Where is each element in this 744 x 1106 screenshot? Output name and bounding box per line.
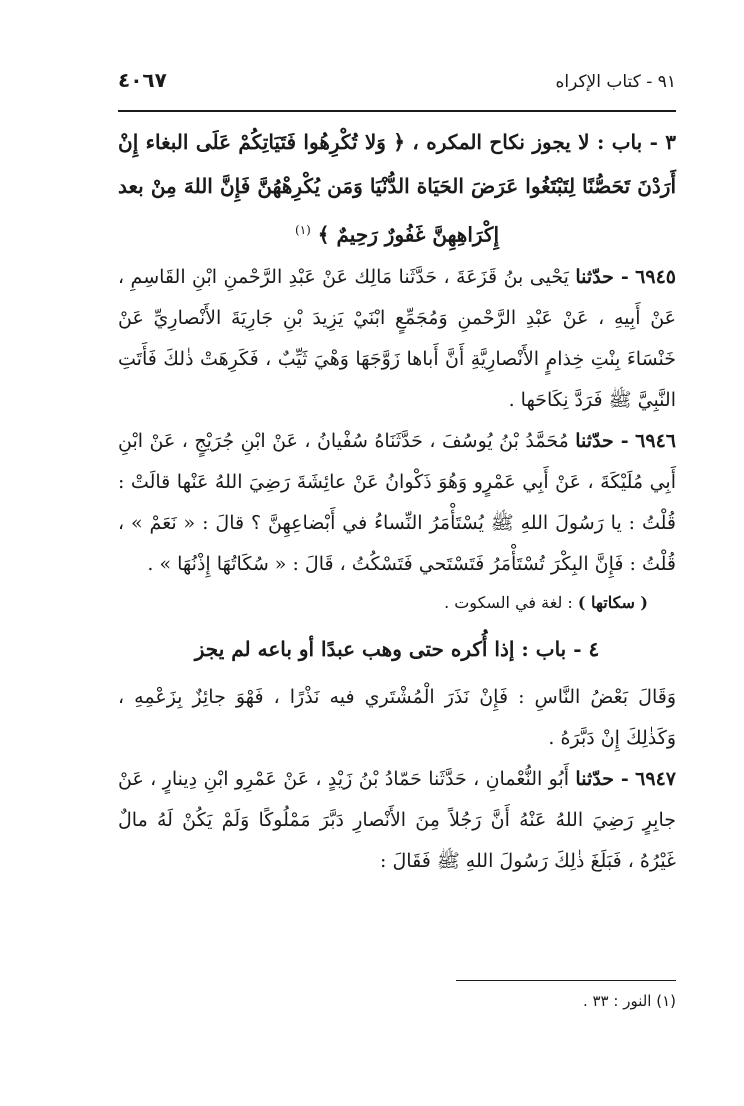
page-number: ٤٠٦٧ [118,68,167,92]
header-divider [118,110,676,112]
chapter-heading-3-text: ٣ - باب : لا يجوز نكاح المكره ، ﴿ وَلا تُكْرِهُوا فَتَيَاتِكُمْ عَلَى البغاء إِنْ أَرَدْنَ تَحَصُّنًا لِتَبْتَغُوا عَرَضَ الحَيَاة الدُّنْيَا وَمَن يُكْرِهْهُنَّ فَإِنَّ اللهَ مِنْ بعد إِكْرَاهِهِنَّ غَفُورٌ رَحِيمٌ ﴾ [118,130,676,247]
hadith-6946 [118,421,676,585]
hadith-number: ٦٩٤٧ [635,767,676,790]
footnote-reference: (١) [295,223,311,237]
running-title: ٩١ - كتاب الإكراه [555,72,676,92]
gloss-term: ( سكاتها ) [577,592,648,612]
hadith-text: أَبُو النُّعْمانِ ، حَدَّثَنا حَمّادُ بْنُ زَيْدٍ ، عَنْ عَمْرِو ابْنِ دِينارٍ ، عَنْ جابِرٍ رَضِيَ اللهُ عَنْهُ أَنَّ رَجُلاً مِنَ الأَنْصارِ دَبَّرَ مَمْلُوكًا وَلَمْ يَكُنْ لَهُ مالٌ غَيْرُهُ ، فَبَلَغَ ذٰلِكَ رَسُولَ اللهِ ﷺ فَقَالَ : [118,767,676,872]
commentary-paragraph: وَقَالَ بَعْضُ النَّاسِ : فَإِنْ نَذَرَ الْمُشْتَري فيه نَذْرًا ، فَهْوَ جائِزٌ بِزَعْمِهِ ، وَكَذٰلِكَ إِنْ دَبَّرَهُ . [118,685,676,749]
hadith-text: يَحْيى بنُ قَزَعَةَ ، حَدَّثَنا مَالِك عَنْ عَبْدِ الرَّحْمنِ ابْنِ القَاسِمِ ، عَنْ أَبِيهِ ، عَنْ عَبْدِ الرَّحْمنِ وَمُجَمِّعٍ ابْنَيْ يَزِيدَ بْنِ جَارِيَةَ الأَنْصارِيِّ عَنْ خَنْسَاءَ بِنْتِ خِذامٍ الأَنْصارِيَّةِ أَنَّ أَباها زَوَّجَهَا وَهْيَ ثَيِّبٌ ، فَكَرِهَتْ ذٰلكَ فَأَتَتِ النَّبِيَّ ﷺ فَرَدَّ نِكَاحَها . [118,265,676,411]
footnote-divider [456,980,676,981]
hadith-text: مُحَمَّدُ بْنُ يُوسُفَ ، حَدَّثَنَاهُ سُفْيانُ ، عَنْ ابْنِ جُرَيْجٍ ، عَنْ ابْنِ أَبِي مُلَيْكَةَ ، عَنْ أَبِي عَمْرٍو وَهُوَ ذَكْوانُ عَنْ عائِشَةَ رَضِيَ اللهُ عَنْها قالَتْ : قُلْتُ : يا رَسُولَ اللهِ ﷺ يُسْتَأْمَرُ النِّساءُ في أَبْضاعِهِنَّ ؟ قالَ : « نَعَمْ » ، قُلْتُ : فَإِنَّ البِكْرَ تُسْتَأْمَرُ فَتَسْتَحي فَتَسْكُتُ ، قَالَ : « سُكَاتُهَا إِذْنُهَا » . [118,429,676,575]
page-header [118,62,676,106]
gloss-definition: : لغة في السكوت . [444,592,573,612]
hadith-lead: - حدّثنا [575,429,629,452]
hadith-lead: - حدّثنا [575,265,629,288]
footnote: (١) النور : ٣٣ . [582,992,676,1010]
hadith-number: ٦٩٤٥ [635,265,676,288]
page-body [118,120,676,882]
hadith-6947 [118,759,676,882]
chapter-heading-3 [118,120,676,257]
hadith-number: ٦٩٤٦ [635,429,676,452]
word-gloss [118,585,648,621]
chapter-heading-4: ٤ - باب : إذا أُكره حتى وهب عبدًا أو باعه لم يجز [194,636,600,661]
hadith-6945 [118,257,676,421]
hadith-lead: - حدّثنا [575,767,629,790]
book-page [118,62,676,1072]
